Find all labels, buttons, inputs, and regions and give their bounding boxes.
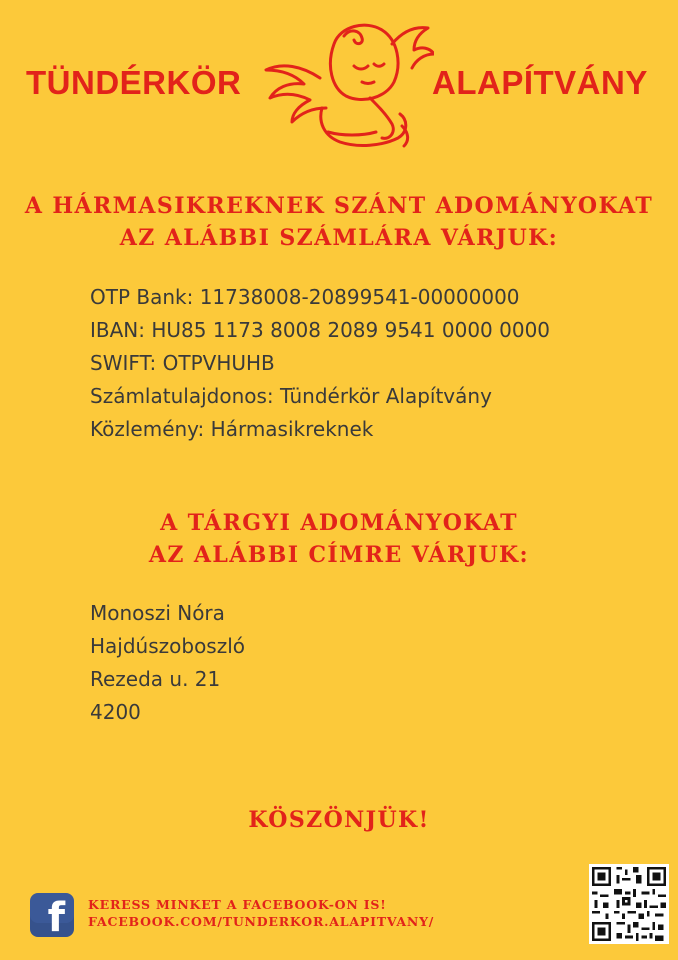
iban-line: IBAN: HU85 1173 8008 2089 9541 0000 0000 <box>90 318 551 342</box>
swift-line: SWIFT: OTPVHUHB <box>90 351 275 375</box>
facebook-url-link[interactable]: FACEBOOK.COM/TUNDERKOR.ALAPITVANY/ <box>88 914 435 929</box>
address-postcode: 4200 <box>90 700 141 724</box>
bank-donations-heading <box>0 190 678 254</box>
brand-name-right: ALAPÍTVÁNY <box>432 64 648 101</box>
goods-donations-heading <box>0 507 678 571</box>
header <box>0 0 678 160</box>
goods-heading-line1: A TÁRGYI ADOMÁNYOKAT <box>160 510 518 536</box>
account-holder-line: Számlatulajdonos: Tündérkör Alapítvány <box>90 384 492 408</box>
bank-heading-line1: A HÁRMASIKREKNEK SZÁNT ADOMÁNYOKAT <box>24 193 654 219</box>
goods-heading-line2: AZ ALÁBBI CÍMRE VÁRJUK: <box>148 542 530 568</box>
bank-account-line: OTP Bank: 11738008-20899541-00000000 <box>90 285 520 309</box>
bank-heading-line2: AZ ALÁBBI SZÁMLÁRA VÁRJUK: <box>119 225 559 251</box>
facebook-text <box>88 896 434 930</box>
address-name: Monoszi Nóra <box>90 601 225 625</box>
bank-details <box>90 281 550 446</box>
facebook-icon[interactable]: f <box>30 893 74 937</box>
postal-address <box>90 597 245 729</box>
brand-name-left: TÜNDÉRKÖR <box>26 64 242 101</box>
angel-icon <box>262 14 434 154</box>
address-city: Hajdúszoboszló <box>90 634 246 658</box>
address-street: Rezeda u. 21 <box>90 667 221 691</box>
thank-you-text: KÖSZÖNJÜK! <box>248 807 430 833</box>
facebook-caption: KERESS MINKET A FACEBOOK-ON IS! <box>88 897 387 912</box>
qr-code-icon[interactable] <box>589 864 669 944</box>
reference-line: Közlemény: Hármasikreknek <box>90 417 374 441</box>
